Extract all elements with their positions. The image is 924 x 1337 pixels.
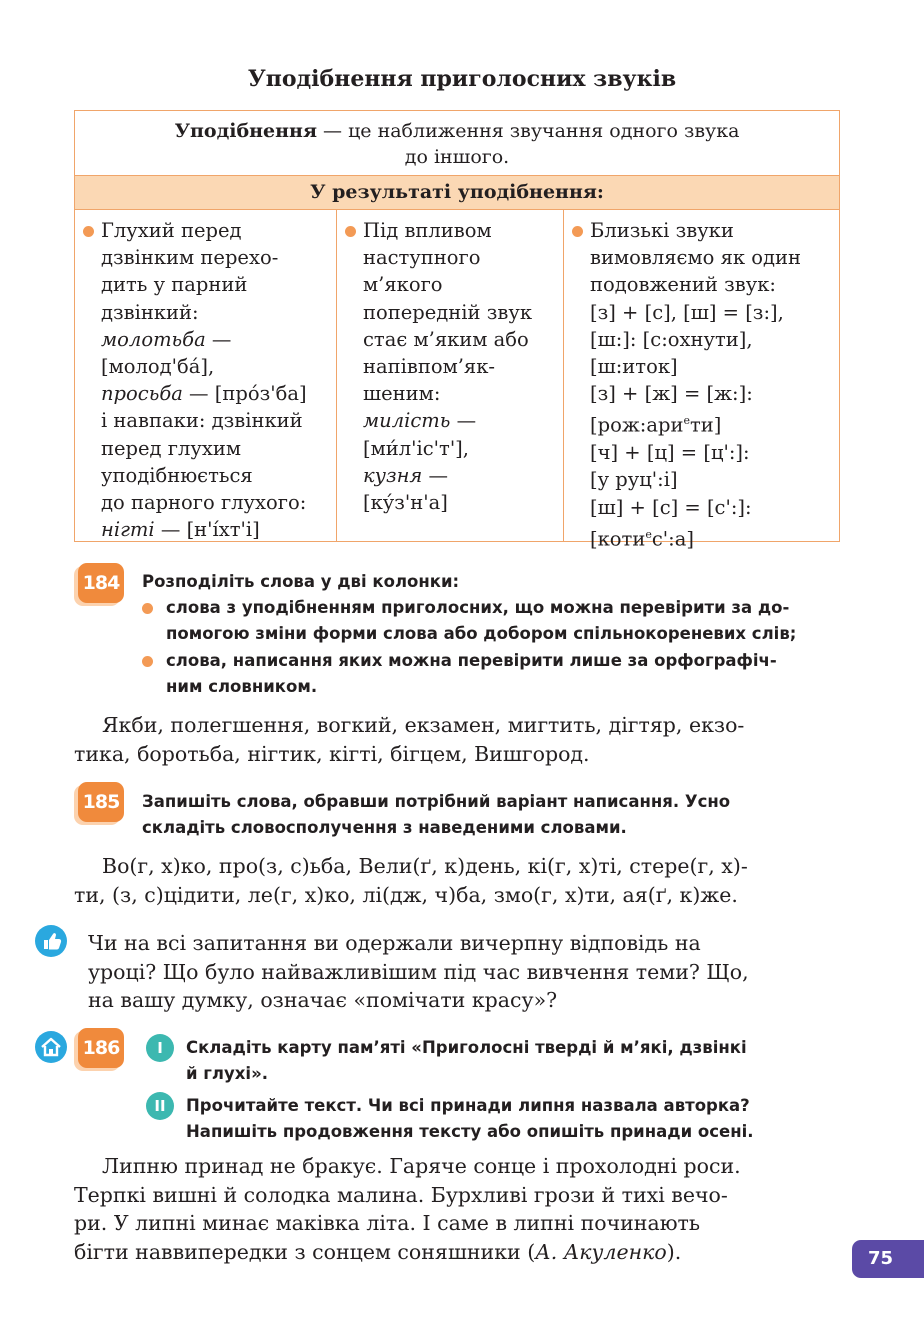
definition-line2: до іншого.	[404, 146, 510, 168]
level-one-badge: I	[146, 1034, 174, 1062]
page-title: Уподібнення приголосних звуків	[247, 66, 677, 92]
bullet-dot-icon	[572, 226, 583, 237]
exercise-184-bullet-2: слова, написання яких можна перевірити лише за орфографіч- ним словником.	[166, 648, 777, 700]
definition-term: Уподібнення	[174, 120, 317, 142]
rule-table	[74, 110, 840, 551]
definition-line1: Уподібнення — це наближення звучання одного звука	[174, 120, 740, 142]
bullet-dot-icon	[142, 603, 153, 614]
bullet-dot-icon	[345, 226, 356, 237]
exercise-186-task-2: Прочитайте текст. Чи всі принади липня назвала авторка? Напишіть продовження тексту або опишіть принади осені.	[186, 1096, 754, 1141]
rule-column-softening: Під впливом наступного м’якого попередній звук стає м’яким або напівпом’як- шеним: милість — [ми́л'іс'т'], кузня — [ку́з'н'а]	[337, 210, 564, 541]
rule-column-voicing: Глухий перед дзвінким перехо- дить у парний дзвінкий: молотьба — [молод'ба́], просьба — [про́з'ба] і навпаки: дзвінкий перед глухим уподібнюється до парного глухого: нігті — [н'і́хт'і]	[75, 210, 337, 541]
reflection-questions: Чи на всі запитання ви одержали вичерпну відповідь на уроці? Що було найважливішим під час вивчення теми? Що, на вашу думку, означає «помічати красу»?	[88, 931, 749, 1012]
exercise-number-186: 186	[78, 1028, 124, 1068]
bullet-dot-icon	[142, 656, 153, 667]
result-header: У результаті уподібнення:	[75, 176, 839, 210]
exercise-184-bullet-1: слова з уподібненням приголосних, що можна перевірити за до- помогою зміни форми слова або добором спільнокореневих слів;	[166, 595, 796, 647]
exercise-number-184: 184	[78, 563, 124, 603]
exercise-185-text: Во(г, х)ко, про(з, с)ьба, Вели(ґ, к)день, кі(г, х)ті, стере(г, х)- ти, (з, с)цідити, ле(г, х)ко, лі(дж, ч)ба, змо(г, х)ти, ая(ґ, к)же.	[74, 854, 748, 907]
level-two-badge: II	[146, 1092, 174, 1120]
thumbs-up-icon	[35, 925, 67, 957]
bullet-dot-icon	[83, 226, 94, 237]
home-icon	[35, 1031, 67, 1063]
exercise-186-task-1: Складіть карту пам’яті «Приголосні тверді й м’які, дзвінкі й глухі».	[186, 1038, 747, 1083]
author-name: А. Акуленко	[535, 1239, 667, 1264]
exercise-184-task: Розподіліть слова у дві колонки:	[142, 572, 460, 591]
exercise-number-185: 185	[78, 782, 124, 822]
definition-row	[75, 111, 839, 176]
rule-column-lengthening: Близькі звуки вимовляємо як один подовжений звук: [з] + [с], [ш] = [з:], [ш:]: [с:охнути], [ш:иток] [з] + [ж] = [ж:]: [рож:ари$^е$ти] [ч] + [ц] = [ц':]: [у руц':і] [ш] + [с] = [с':]: [коти$^е$с':а]	[564, 210, 839, 541]
page-number: 75	[852, 1240, 924, 1278]
exercise-185-task: Запишіть слова, обравши потрібний варіант написання. Усно складіть словосполучення з наведеними словами.	[142, 792, 731, 837]
exercise-184-text: Якби, полегшення, вогкий, екзамен, мигтить, дігтяр, екзо- тика, боротьба, нігтик, кігті, бігцем, Вишгород.	[74, 713, 745, 766]
exercise-186-text: Липню принад не бракує. Гаряче сонце і прохолодні роси. Терпкі вишні й солодка малина. Бурхливі грози й тихі вечо- ри. У липні минає маківка літа. І саме в липні починають бігти наввипередки з сонцем соняшники (А. Акуленко).	[74, 1154, 741, 1264]
